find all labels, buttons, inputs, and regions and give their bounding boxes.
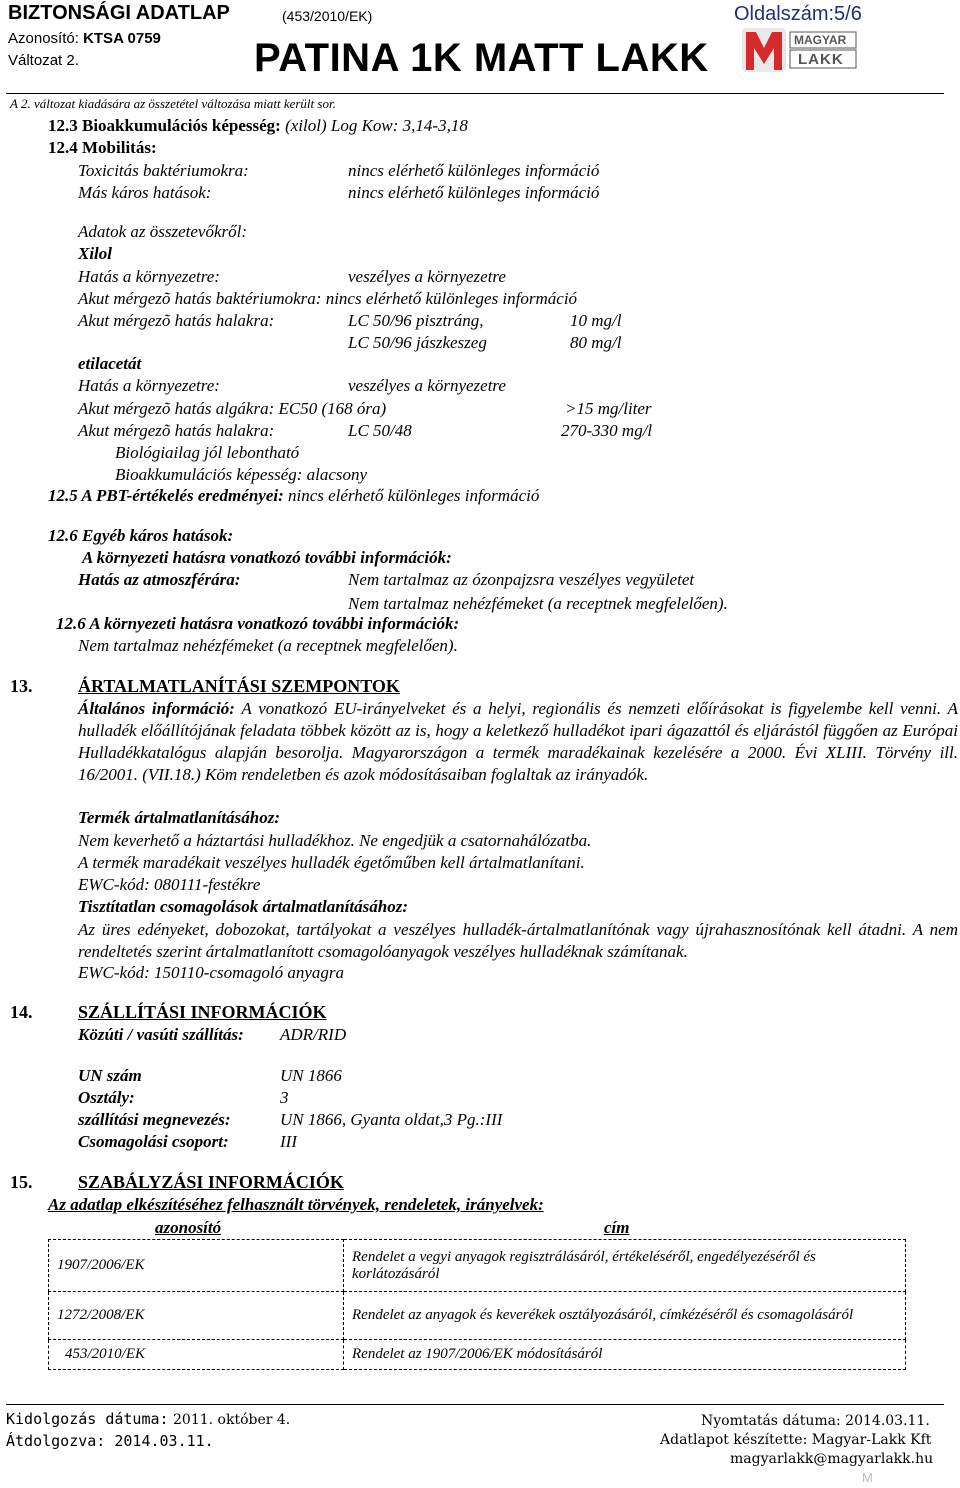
s12-5-row xyxy=(48,486,539,506)
table-row xyxy=(49,1240,906,1292)
s12-6b-text: Nem tartalmaz nehézfémeket (a receptnek megfelelően). xyxy=(78,636,458,655)
version: Változat 2. xyxy=(8,52,79,69)
transport-row-label: szállítási megnevezés: xyxy=(78,1110,231,1129)
road-value: ADR/RID xyxy=(280,1025,347,1044)
s13-general xyxy=(78,698,958,786)
s14-number: 14. xyxy=(10,1002,33,1022)
logo-text-magyar: MAGYAR xyxy=(794,33,847,47)
transport-row-value: UN 1866, Gyanta oldat,3 Pg.:III xyxy=(280,1110,503,1129)
s13-product-line-2: A termék maradékait veszélyes hulladék égetőműben kell ártalmatlanítani. xyxy=(78,853,585,872)
s13-title: ÁRTALMATLANÍTÁSI SZEMPONTOK xyxy=(78,676,400,696)
reg-title: Rendelet a vegyi anyagok regisztrálásáról, értékeléséről, engedélyezéséről és korlátozásáról xyxy=(344,1240,906,1292)
transport-row-label: UN szám xyxy=(78,1066,142,1085)
s13-product-title: Termék ártalmatlanításához: xyxy=(78,808,280,827)
s13-pack-text: Az üres edényeket, dobozokat, tartályokat a veszélyes hulladék-ártalmatlanítónak vagy újrahasznosítónak kell átadni. A nem rendeltetés szerint ártalmatlanított csomagolóanyagok veszélyes hulladéknak számítanak. xyxy=(78,920,958,961)
biodegradable: Biológiailag jól lebontható xyxy=(115,443,300,462)
magyar-lakk-logo xyxy=(740,26,860,74)
revised-date: Átdolgozva: 2014.03.11. xyxy=(6,1432,214,1450)
s13-pack-ewc: EWC-kód: 150110-csomagoló anyagra xyxy=(78,963,344,982)
table-row xyxy=(49,1292,906,1340)
transport-row-label: Csomagolási csoport: xyxy=(78,1132,229,1151)
s12-5-value: nincs elérhető különleges információ xyxy=(288,486,540,505)
s13-general-label: Általános információ: xyxy=(78,699,235,718)
footer-rule xyxy=(6,1404,944,1405)
author: Adatlapot készítette: Magyar-Lakk Kft xyxy=(660,1432,932,1448)
page-number: Oldalszám:5/6 xyxy=(734,3,862,25)
road-label: Közúti / vasúti szállítás: xyxy=(78,1025,244,1044)
logo-text-lakk: LAKK xyxy=(798,51,844,68)
reg-id: 453/2010/EK xyxy=(49,1340,344,1370)
product-name: PATINA 1K MATT LAKK xyxy=(254,36,709,80)
etilacetat-heading: etilacetát xyxy=(78,354,142,373)
lc50-bream: LC 50/96 jászkeszeg xyxy=(348,333,487,352)
s14-title: SZÁLLÍTÁSI INFORMÁCIÓK xyxy=(78,1002,327,1022)
acute-algae: Akut mérgezõ hatás algákra: EC50 (168 óra) xyxy=(78,399,387,418)
components-title: Adatok az összetevőkről: xyxy=(78,222,248,241)
revision-note: A 2. változat kiadására az összetétel változása miatt került sor. xyxy=(10,96,336,111)
lc50-trout: LC 50/96 pisztráng, xyxy=(348,311,484,330)
email-link[interactable]: magyarlakk@magyarlakk.hu xyxy=(730,1451,934,1467)
lc50-48-value: 270-330 mg/l xyxy=(561,421,653,440)
col-header-title: cím xyxy=(604,1218,630,1237)
env-info-title: A környezeti hatásra vonatkozó további információk: xyxy=(82,548,452,567)
env-label: Hatás a környezetre: xyxy=(78,267,220,286)
acute-fish-label-2: Akut mérgezõ hatás halakra: xyxy=(78,421,275,440)
transport-row-value: 3 xyxy=(280,1088,289,1107)
s13-general-text: A vonatkozó EU-irányelveket és a helyi, regionális és nemzeti előírásokat is figyelembe kell venni. A hulladék előállítójának feladata többek között az is, hogy a keletkező hulladékot ipari ágazattól és eljárástól függően az Európai Hulladékkatalógus alapján besorolja. Magyarországon a termék maradékainak kezelésére a 2000. Évi XLIII. Törvény ill. 16/2001. (VII.18.) Köm rendeletben és azok módosításaiban foglaltak az irányadók. xyxy=(78,699,958,784)
header-rule xyxy=(6,93,944,94)
document-title: BIZTONSÁGI ADATLAP xyxy=(8,2,230,24)
other-effects-label: Más káros hatások: xyxy=(78,183,212,202)
prepared-label: Kidolgozás dátuma: xyxy=(6,1410,169,1428)
table-row xyxy=(49,1340,906,1370)
tox-label: Toxicitás baktériumokra: xyxy=(78,161,249,180)
atmosphere-value-1: Nem tartalmaz az ózonpajzsra veszélyes vegyületet xyxy=(348,570,695,589)
regulations-table xyxy=(48,1239,906,1370)
reg-id: 1907/2006/EK xyxy=(49,1240,344,1292)
s13-number: 13. xyxy=(10,676,33,696)
s13-pack-title: Tisztítatlan csomagolások ártalmatlanításához: xyxy=(78,897,408,916)
s12-6b-title: 12.6 A környezeti hatásra vonatkozó további információk: xyxy=(56,614,460,633)
s15-title: SZABÁLYZÁSI INFORMÁCIÓK xyxy=(78,1172,344,1192)
env-value: veszélyes a környezetre xyxy=(348,267,506,286)
acute-bacteria: Akut mérgezõ hatás baktériumokra: nincs elérhető különleges információ xyxy=(78,289,578,308)
s13-product-ewc: EWC-kód: 080111-festékre xyxy=(78,875,261,894)
printed-date: Nyomtatás dátuma: 2014.03.11. xyxy=(701,1413,930,1429)
s15-subtitle: Az adatlap elkészítéséhez felhasznált törvények, rendeletek, irányelvek: xyxy=(48,1195,544,1214)
s15-number: 15. xyxy=(10,1172,33,1192)
id-value: KTSA 0759 xyxy=(83,30,161,47)
acute-algae-value: >15 mg/liter xyxy=(565,399,652,418)
id-row xyxy=(8,30,161,47)
atmosphere-value-2: Nem tartalmaz nehézfémeket (a receptnek megfelelően). xyxy=(348,594,728,613)
xilol-heading: Xilol xyxy=(78,244,113,263)
bioaccumulation-low: Bioakkumulációs képesség: alacsony xyxy=(115,465,368,484)
regulation-ref: (453/2010/EK) xyxy=(282,8,373,24)
prepared-value: 2011. október 4. xyxy=(173,1412,291,1428)
s12-4-label: 12.4 Mobilitás: xyxy=(48,138,157,157)
footer-watermark: M xyxy=(862,1470,873,1485)
id-label: Azonosító: xyxy=(8,30,79,47)
lc50-48: LC 50/48 xyxy=(348,421,412,440)
env-value-2: veszélyes a környezetre xyxy=(348,376,506,395)
reg-title: Rendelet az anyagok és keverékek osztályozásáról, címkézéséről és csomagolásáról xyxy=(344,1292,906,1340)
reg-title: Rendelet az 1907/2006/EK módosításáról xyxy=(344,1340,906,1370)
transport-row-value: UN 1866 xyxy=(280,1066,342,1085)
transport-row-label: Osztály: xyxy=(78,1088,135,1107)
s12-3-value: (xilol) Log Kow: 3,14-3,18 xyxy=(285,116,468,135)
other-effects-value: nincs elérhető különleges információ xyxy=(348,183,600,202)
atmosphere-label: Hatás az atmoszférára: xyxy=(78,570,241,589)
acute-fish-label: Akut mérgezõ hatás halakra: xyxy=(78,311,275,330)
reg-id: 1272/2008/EK xyxy=(49,1292,344,1340)
s12-6-title: 12.6 Egyéb káros hatások: xyxy=(48,526,234,545)
s12-3-row xyxy=(48,116,468,136)
s13-product-line-1: Nem keverhető a háztartási hulladékhoz. Ne engedjük a csatornahálózatba. xyxy=(78,831,592,850)
lc50-trout-value: 10 mg/l xyxy=(570,311,622,330)
s12-5-label: 12.5 A PBT-értékelés eredményei: xyxy=(48,486,284,505)
transport-row-value: III xyxy=(280,1132,297,1151)
tox-value: nincs elérhető különleges információ xyxy=(348,161,600,180)
col-header-id: azonosító xyxy=(155,1218,222,1237)
s12-3-label: 12.3 Bioakkumulációs képesség: xyxy=(48,116,281,135)
env-label-2: Hatás a környezetre: xyxy=(78,376,220,395)
lc50-bream-value: 80 mg/l xyxy=(570,333,622,352)
prepared-date xyxy=(6,1410,290,1428)
